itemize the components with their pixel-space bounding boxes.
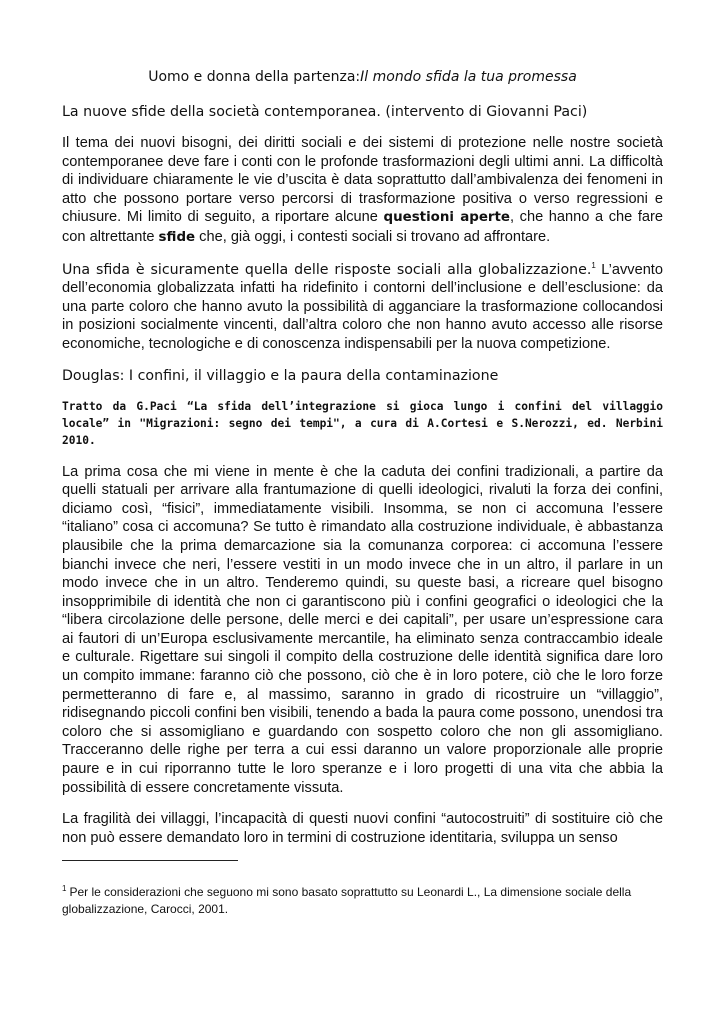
bold-sfide: sfide	[158, 229, 196, 245]
paragraph-nuovi-bisogni	[62, 134, 663, 248]
paragraph-fragilita: La fragilità dei villaggi, l’incapacità di questi nuovi confini “autocostruiti” di sostituire ciò che non può essere demandato loro in termini di costruzione identitaria, sviluppa un senso	[62, 811, 663, 846]
footnote-text: Per le considerazioni che seguono mi sono basato soprattutto su Leonardi L., La dimensione sociale della globalizzazione, Carocci, 2001.	[62, 885, 632, 916]
paragraph-text: L’avvento dell’economia globalizzata infatti ha ridefinito i contorni dell’inclusione e dell’esclusione: da una parte coloro che hanno avuto la possibilità di agganciare la trasformazione collocandosi in posizioni socialmente vincenti, dall’altra coloro che non hanno avuto accesso alle risorse economiche, tecnologiche e di conoscenza indispensabili per la nuova competizione.	[62, 261, 663, 352]
title-main: Uomo e donna della partenza:	[148, 69, 361, 85]
section-heading-douglas: Douglas: I confini, il villaggio e la paura della contaminazione	[62, 367, 499, 384]
paragraph-confini: La prima cosa che mi viene in mente è che la caduta dei confini tradizionali, a partire da quelli statuali per arrivare alla frantumazione di quelli ideologici, rivaluti la forza dei confini, diciamo così, “fisici”, immediatamente visibili. Insomma, se non ci accomuna l’essere “italiano” cosa ci accomuna? Se tutto è rimandato alla costruzione individuale, è abbastanza plausibile che la prima demarcazione sia la comunanza corporea: ci accomuna l’essere bianchi invece che neri, l’essere vestiti in un modo invece che in un altro, il parlare in un modo invece che in un altro. Tenderemo quindi, su queste basi, a ricreare quel bisogno insopprimibile di identità che non ci garantiscono più i confini geografici o ideologici che la “libera circolazione delle persone, delle merci e dei capitali”, per usare un’espressione cara ai fautori di un’Europa esclusivamente mercantile, ha eliminato senza contraccambio ideale e culturale. Rigettare sui singoli il compito della costruzione delle identità significa dare loro un compito immane: faranno ciò che possono, ciò che è in loro potere, ciò che le loro forze permetteranno di fare e, al massimo, saranno in grado di ricostruire un “villaggio”, ridisegnando piccoli confini ben visibili, tenendo a bada la paura come possono, unendosi tra coloro che si assomigliano e guardando con sospetto coloro che non gli assomigliano. Tracceranno delle righe per terra a cui essi daranno un valore proporzionale alle proprie paure e in cui riporranno tutte le loro speranze e i loro progetti di una vita che abbia la possibilità di essere concretamente vissuta.	[62, 463, 663, 796]
page-title	[62, 68, 663, 86]
lead-sentence: Una sfida è sicuramente quella delle risposte sociali alla globalizzazione.	[62, 261, 592, 278]
paragraph-globalizzazione	[62, 261, 663, 354]
footnote-mark: 1	[62, 884, 67, 893]
title-italic: Il mondo sfida la tua promessa	[360, 69, 577, 85]
source-citation: Tratto da G.Paci “La sfida dell’integrazione si gioca lungo i confini del villaggio locale” in "Migrazioni: segno dei tempi", a cura di A.Cortesi e S.Nerozzi, ed. Nerbini 2010.	[62, 399, 663, 447]
footnote	[62, 884, 663, 918]
bold-questioni-aperte: questioni aperte	[383, 210, 510, 226]
document-page	[62, 68, 663, 860]
paragraph-text: che, già oggi, i contesti sociali si trovano ad affrontare.	[195, 228, 551, 245]
footnote-divider	[62, 860, 238, 861]
footnote-ref: 1	[591, 260, 596, 270]
paragraph-text: , che hanno a che fare con altrettante	[62, 209, 664, 245]
paragraph-text: Il tema dei nuovi bisogni, dei diritti sociali e dei sistemi di protezione nelle nostre società contemporanee deve fare i conti con le profonde trasformazioni degli ultimi anni. La difficoltà di individuare chiaramente le vie d’uscita è data soprattutto dall’ambivalenza dei fenomeni in atto che possono portare verso percorsi di trasformazione positiva o verso regressioni e chiusure. Mi limito di seguito, a riportare alcune	[62, 135, 663, 226]
section-heading-sfide: La nuove sfide della società contemporanea. (intervento di Giovanni Paci)	[62, 104, 588, 120]
